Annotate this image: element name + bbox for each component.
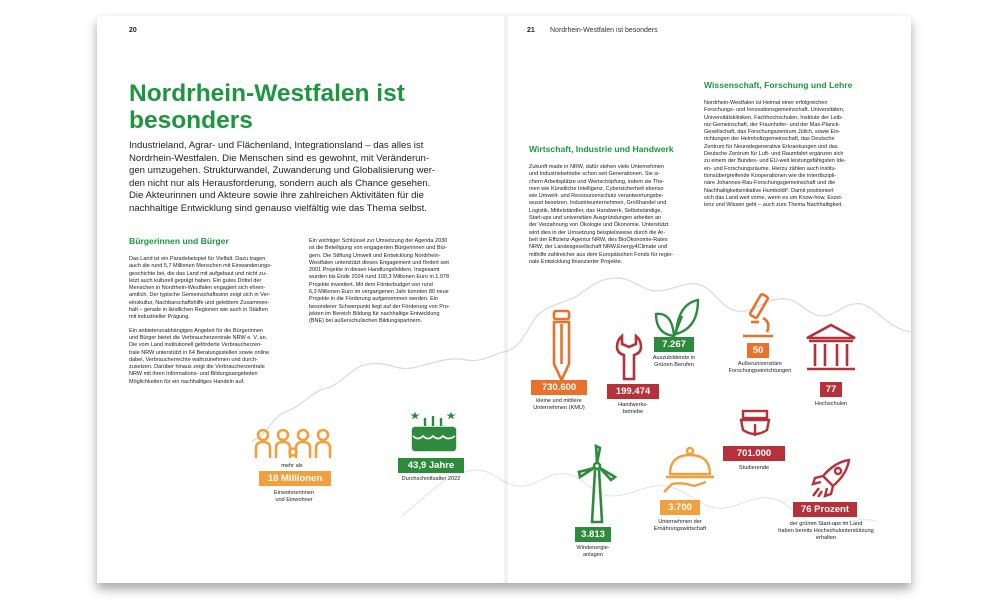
age-label: Durchschnittsalter 2022	[401, 476, 461, 482]
food-cloche-icon	[662, 446, 716, 496]
leaves-icon	[652, 298, 700, 340]
kmu-label: kleine und mittlere Unternehmen (KMU)	[533, 398, 585, 411]
lead-line: Industrieland, Agrar- und Flächenland, Integrationsland – das alles ist	[129, 140, 424, 151]
lead-line: Nordrhein-Westfalen. Die Menschen sind es gewohnt, mit Veränderun-	[129, 152, 430, 164]
population-prefix: mehr als	[281, 463, 303, 469]
section-heading-buerger: Bürgerinnen und Bürger	[129, 236, 229, 246]
running-head: Nordrhein-Westfalen ist besonders	[550, 27, 658, 34]
birthday-cake-icon	[405, 408, 465, 458]
ernaehrung-label: Unternehmen der Ernährungswirtschaft	[653, 519, 707, 532]
lead-line: den nicht nur als Herausforderung, sondern auch als Chance gesehen.	[129, 177, 431, 189]
lead-line: gen umzugehen. Strukturwandel, Zuwanderung und Globalisierung wer-	[129, 165, 436, 177]
startups-label: der grünen Start-ups im Land haben bereits Hochschulunterstützung erhalten	[778, 521, 874, 541]
page-number-left: 20	[129, 27, 137, 34]
page-number-right: 21	[527, 27, 535, 34]
rocket-icon	[809, 456, 853, 500]
forschung-badge: 50	[747, 343, 769, 358]
handwerk-label: Handwerks- betriebe	[618, 402, 648, 415]
pencil-icon	[549, 308, 575, 386]
lead-paragraph	[129, 140, 489, 216]
page-fold	[503, 16, 509, 583]
population-badge: 18 Millionen	[259, 471, 331, 486]
section-heading-wirtschaft: Wirtschaft, Industrie und Handwerk	[529, 144, 674, 154]
paragraph: Ein anbieterunabhängiges Angebot für die Bürgerinnen und Bürger bietet die Verbraucherzentrale NRW e. V. an. Die vom Land institutionell geförderte Verbraucherzen- trale NRW unterstützt in 64 Beratungsstellen sowie online dabei, Verbraucherrechte wahrzunehmen und durch- zusetzen. Darüber hinaus zeigt die Verbraucherzentrale NRW mit ihren Informations- und Bildungsangeboten Möglichkeiten für ein nachhaltiges Handeln auf.	[129, 327, 270, 385]
handwerk-badge: 199.474	[607, 384, 659, 399]
kmu-badge: 730.600	[531, 380, 587, 395]
azubi-label: Auszubildende in Grünen Berufen	[652, 355, 696, 368]
page-title	[129, 80, 469, 134]
title-line-2: besonders	[129, 107, 253, 134]
microscope-icon	[737, 292, 777, 342]
startups-badge: 76 Prozent	[793, 502, 857, 517]
people-icon	[255, 428, 335, 464]
azubi-badge: 7.267	[654, 337, 694, 352]
wind-label: Windenergie- anlagen	[576, 545, 610, 558]
title-line-1: Nordrhein-Westfalen ist	[129, 80, 405, 107]
studierende-badge: 701.000	[723, 446, 785, 461]
wind-badge: 3.813	[575, 527, 611, 542]
brochure-spread	[97, 16, 911, 583]
paragraph: Das Land ist ein Paradebeispiel für Vielfalt. Dazu tragen auch die rund 5,7 Millionen Menschen mit Einwanderungs- geschichte bei, die das Land mit aufgebaut und nicht zu- letzt auch kulturell geprägt haben. Ein gutes Drittel der Menschen in Nordrhein-Westfalen engagiert sich ehren- amtlich. Der typische Gemeinschaftssinn zeigt sich in Ver- einskultur, Nachbarschaftshilfe und gelebtem Zusammen- halt – gerade in ländlichen Regionen wie auch in Städten mit industrieller Prägung.	[129, 256, 272, 321]
lead-line: nachhaltige Entwicklung sind genauso vielfältig wie das Thema selbst.	[129, 202, 427, 214]
age-badge: 43,9 Jahre	[398, 458, 464, 473]
wind-turbine-icon	[575, 444, 619, 528]
studierende-label: Studierende	[738, 465, 770, 471]
ernaehrung-badge: 3.700	[660, 500, 700, 515]
body-column-1	[129, 256, 299, 392]
university-building-icon	[803, 322, 859, 376]
population-label: Einwohnerinnen und Einwohner	[273, 490, 315, 503]
hochschulen-label: Hochschulen	[814, 401, 848, 407]
hochschulen-badge: 77	[820, 382, 842, 397]
body-column-2	[309, 238, 489, 332]
paragraph: Ein wichtiger Schlüssel zur Umsetzung der Agenda 2030 ist die Beteiligung von engagierten Bürgerinnen und Bür- gern. Die Stiftung Umwelt und Entwicklung Nordrhein- Westfalen unterstützt dieses Engagement und fördert seit 2001 Projekte in diesen Handlungsfeldern. Insgesamt wurden bis Ende 2024 rund 100,3 Millionen Euro in 1.978 Projekte investiert. Mit dem Förderbudget von rund 6,3 Millionen Euro im vergangenen Jahr konnten 80 neue Projekte in die Förderung aufgenommen werden. Ein besonderer Schwerpunkt liegt auf der Förderung von Pro- jekten im Bereich Bildung für nachhaltige Entwicklung (BNE) bei außerschulischen Bildungspartnern.	[309, 238, 450, 325]
body-wissenschaft: Nordrhein-Westfalen ist Heimat einer erfolgreichen Forschungs- und Innovationsgemeinschaft. Universitäten, Universitätskliniken, Fachhochschulen, Institute der Leib- niz-Gemeinschaft, der Fraunhofer- und der Max-Planck- Gesellschaft, das Forschungszentrum Jülich, sowie Ein- richtungen der Helmholtzgemeinschaft, das Deutsche Zentrum für Neurodegenerative Erkrankungen und das Deutsche Zentrum für Luft- und Raumfahrt ergänzen sich zu einem der Bundes- und EU-weit leistungsfähigsten Ide- en- und Forschungsräume. Hierzu zählen auch institu- tionsübergreifende Kooperationen wie die interdiszipli- näre Johannes-Rau-Forschungsgemeinschaft und die Nachhaltigkeitsinitiative Humboldt². Damit positioniert sich das Land weit vorne, wenn es um Know-how, Exzel- lenz und Wissen geht – auch zum Thema Nachhaltigkeit.	[704, 100, 846, 209]
body-wirtschaft: Zukunft made in NRW, dafür stehen viele Unternehmen und Industriebetriebe schon seit Generationen. Sie si- chern Arbeitsplätze und Wertschöpfung, indem sie The- men wie Künstliche Intelligenz, Cybersicherheit ebenso wie Umwelt- und Ressourcenschutz verantwortungsbe- wusst besetzen. Industrieunternehmen, Großhandel und Logistik, Mittelständler, das Handwerk, Selbstständige, Start-ups und universitäre Ausgründungen arbeiten an der Verzahnung von Ökologie und Ökonomie. Unterstützt wird dies in der Umsetzung beispielsweise durch die Ar- beit der Effizienz-Agentur NRW, des BioÖkonomie-Rates NRW, der Landesgesellschaft NRW.Energy4Climate und mithilfe zahlreicher aus dem Europäischen Fonds für regio- nale Entwicklung finanzierter Projekte.	[529, 164, 673, 265]
forschung-label: Außeruniversitäre Forschungseinrichtungen	[728, 361, 792, 374]
lead-line: Die Akteurinnen und Akteure sowie ihre zahlreichen Aktivitäten für die	[129, 190, 424, 202]
graduation-cap-icon	[733, 408, 777, 444]
section-heading-wissenschaft: Wissenschaft, Forschung und Lehre	[704, 80, 853, 90]
